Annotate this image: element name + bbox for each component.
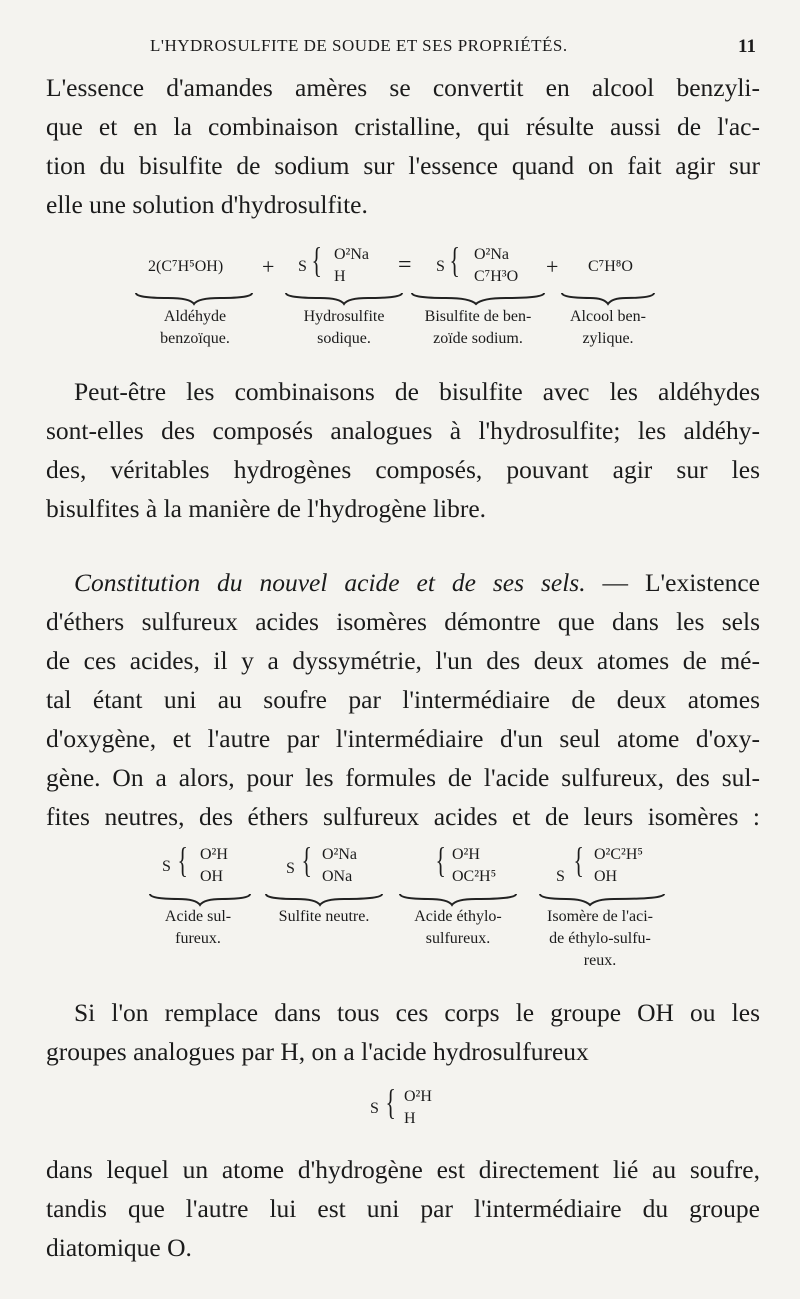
text-line: que et en la combinaison cristalline, qui résulte aussi de l'ac- (46, 112, 760, 141)
eq1-plus: + (546, 254, 559, 279)
eq2-f1-s: S (162, 858, 171, 875)
eq1-s: S (298, 258, 307, 275)
text-line: d'oxygène, et l'autre par l'intermédiaire d'un seul atome d'oxy- (46, 724, 760, 753)
eq2-caption-3 (398, 906, 518, 950)
brace: { (435, 840, 446, 880)
eq2-f2-b: ONa (322, 868, 353, 885)
caption-line: Acide sul- (164, 908, 232, 925)
caption-line: zylique. (582, 330, 634, 347)
section-heading: Constitution du nouvel acide et de ses sels. (74, 568, 586, 597)
brace: { (301, 840, 312, 880)
caption-line: benzoïque. (160, 330, 230, 347)
eq2-f1-b: OH (200, 868, 224, 885)
eq2-f2-a: O²Na (322, 846, 358, 863)
running-header: L'HYDROSULFITE DE SOUDE ET SES PROPRIÉTÉS. (150, 36, 568, 55)
brace: { (385, 1082, 396, 1122)
text-line: gène. On a alors, pour les formules de l'acide sulfureux, des sul- (46, 763, 760, 792)
eq1-s1b: H (334, 268, 346, 285)
brace: { (449, 240, 460, 280)
paragraph-5 (46, 1150, 760, 1267)
text-line: d'éthers sulfureux acides isomères démontre que dans les sels (46, 607, 760, 636)
caption-line: Hydrosulfite (303, 308, 385, 325)
eq1-term-alcohol: C⁷H⁸O (588, 258, 633, 275)
text-line: diatomique O. (46, 1233, 192, 1262)
eq2-f2-s: S (286, 860, 295, 877)
paragraph-4 (46, 993, 760, 1071)
text-line: des, véritables hydrogènes composés, pouvant agir sur les (46, 455, 760, 484)
text-line: de ces acides, il y a dyssymétrie, l'un des deux atomes de mé- (46, 646, 760, 675)
caption-line: Isomère de l'aci- (547, 908, 653, 925)
eq2-f1-a: O²H (200, 846, 228, 863)
eq2-f3-a: O²H (452, 846, 480, 863)
eq1-equals: = (398, 252, 412, 278)
eq1-plus: + (262, 254, 275, 279)
text-line: elle une solution d'hydrosulfite. (46, 190, 368, 219)
eq1-s2: S (436, 258, 445, 275)
brace: { (177, 840, 188, 880)
text-line: bisulfites à la manière de l'hydrogène libre. (46, 494, 487, 523)
text-line: Si l'on remplace dans tous ces corps le groupe OH ou les (74, 998, 760, 1027)
text-fragment: — L'existence (585, 568, 760, 597)
caption-line: zoïde sodium. (433, 330, 523, 347)
text-line: groupes analogues par H, on a l'acide hydrosulfureux (46, 1037, 589, 1066)
eq2-caption-2 (260, 906, 388, 928)
caption-line: Alcool ben- (570, 308, 646, 325)
eq2-f4-b: OH (594, 868, 618, 885)
eq1-s1a: O²Na (334, 246, 370, 263)
page-number: 11 (738, 36, 756, 57)
caption-line: Acide éthylo- (414, 908, 502, 925)
caption-line: reux. (583, 952, 617, 969)
caption-line: Aldéhyde (163, 308, 227, 325)
eq2-f3-b: OC²H⁵ (452, 868, 497, 885)
text-line: tion du bisulfite de sodium sur l'essence quand on fait agir sur (46, 151, 760, 180)
eq3-a: O²H (404, 1088, 432, 1105)
caption-line: Sulfite neutre. (278, 908, 370, 925)
caption-line: fureux. (175, 930, 221, 947)
brace: { (311, 240, 322, 280)
text-line: L'essence d'amandes amères se convertit en alcool benzyli- (46, 73, 760, 102)
brace: { (573, 840, 584, 880)
eq3-s: S (370, 1100, 379, 1117)
caption-line: de éthylo-sulfu- (549, 930, 651, 947)
eq2-f4-a: O²C²H⁵ (594, 846, 643, 863)
caption-line: sodique. (317, 330, 371, 347)
text-line: tandis que l'autre lui est uni par l'intermédiaire du groupe (46, 1194, 760, 1223)
text-line: fites neutres, des éthers sulfureux acides et de leurs isomères : (46, 802, 760, 831)
eq1-s2b: C⁷H³O (474, 268, 519, 285)
caption-line: sulfureux. (425, 930, 491, 947)
eq2-f4-s: S (556, 868, 565, 885)
caption-line: Bisulfite de ben- (424, 308, 532, 325)
eq2-caption-1 (146, 906, 250, 950)
eq3-b: H (404, 1110, 416, 1127)
eq1-term-aldehyde: 2(C⁷H⁵OH) (148, 258, 224, 275)
eq1-s2a: O²Na (474, 246, 510, 263)
text-line: tal étant uni au soufre par l'intermédiaire de deux atomes (46, 685, 760, 714)
eq2-caption-4 (530, 906, 670, 972)
text-line: dans lequel un atome d'hydrogène est directement lié au soufre, (46, 1155, 760, 1184)
text-line: Peut-être les combinaisons de bisulfite avec les aldéhydes (74, 377, 760, 406)
text-line: sont-elles des composés analogues à l'hydrosulfite; les aldéhy- (46, 416, 760, 445)
